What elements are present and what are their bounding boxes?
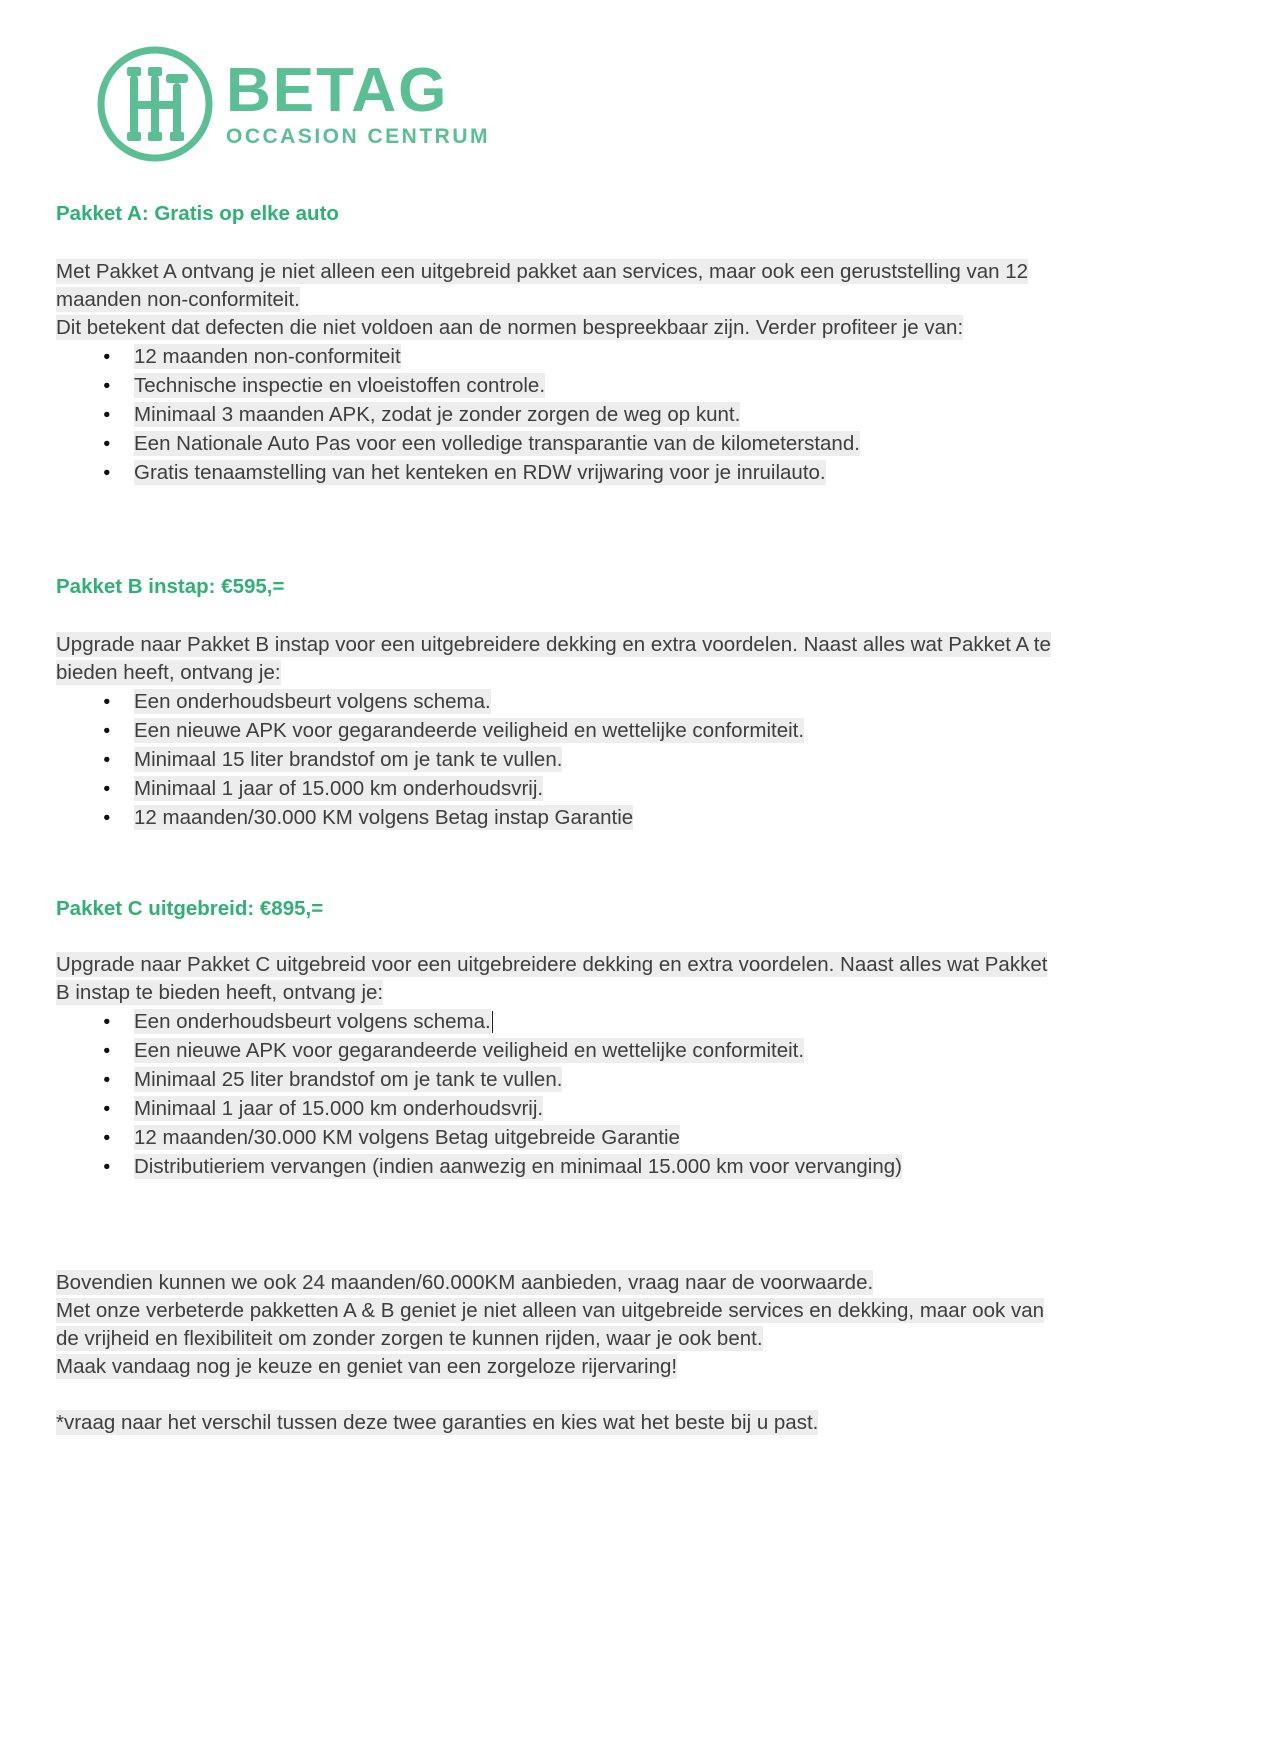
bullet-icon: ● [103,1014,111,1028]
bullet-text: Een Nationale Auto Pas voor een volledige transparantie van de kilometerstand. [134,432,860,455]
bullet-text: Minimaal 3 maanden APK, zodat je zonder zorgen de weg op kunt. [134,403,741,426]
bullet-text: Minimaal 15 liter brandstof om je tank te vullen. [134,748,563,771]
paragraph-text: Maak vandaag nog je keuze en geniet van een zorgeloze rijervaring! [56,1355,678,1378]
list-item [100,1007,1110,1036]
list-item [100,371,1110,400]
section-pakket-b [56,575,1110,832]
bullet-icon: ● [103,1159,111,1173]
paragraph-text: Met Pakket A ontvang je niet alleen een uitgebreid pakket aan services, maar ook een geruststelling van 12 maanden non-conformiteit. [56,260,1029,311]
list-item [100,1036,1110,1065]
bullet-text: Een nieuwe APK voor gegarandeerde veiligheid en wettelijke conformiteit. [134,1039,805,1062]
pakket-b-paragraph [56,631,1056,687]
list-item [100,342,1110,371]
bullet-text: Distributieriem vervangen (indien aanwezig en minimaal 15.000 km voor vervanging) [134,1155,902,1178]
section-pakket-c [56,897,1110,1181]
list-item [100,400,1110,429]
paragraph-text: Bovendien kunnen we ook 24 maanden/60.000KM aanbieden, vraag naar de voorwaarde. [56,1271,874,1294]
list-item [100,1123,1110,1152]
pakket-a-heading: Pakket A: Gratis op elke auto [56,202,339,225]
bullet-icon: ● [103,694,111,708]
bullet-text: Minimaal 1 jaar of 15.000 km onderhoudsvrij. [134,777,544,800]
list-item [100,1152,1110,1181]
bullet-icon: ● [103,1101,111,1115]
bullet-icon: ● [103,1043,111,1057]
pakket-a-paragraph [56,258,1056,314]
bullet-icon: ● [103,723,111,737]
bullet-text: 12 maanden non-conformiteit [134,345,401,368]
bullet-text: Een onderhoudsbeurt volgens schema. [134,1010,491,1033]
bullet-icon: ● [103,752,111,766]
list-item [100,716,1110,745]
list-item [100,1065,1110,1094]
bullet-text: Technische inspectie en vloeistoffen controle. [134,374,546,397]
bullet-text: 12 maanden/30.000 KM volgens Betag instap Garantie [134,806,634,829]
logo-tagline: OCCASION CENTRUM [226,124,490,148]
list-item [100,1094,1110,1123]
bullet-text: Een nieuwe APK voor gegarandeerde veiligheid en wettelijke conformiteit. [134,719,805,742]
list-item [100,687,1110,716]
closing-text [56,1269,1110,1437]
bullet-icon: ● [103,436,111,450]
bullet-text: Minimaal 1 jaar of 15.000 km onderhoudsvrij. [134,1097,544,1120]
bullet-text: 12 maanden/30.000 KM volgens Betag uitgebreide Garantie [134,1126,680,1149]
paragraph-text: Upgrade naar Pakket C uitgebreid voor een uitgebreidere dekking en extra voordelen. Naast alles wat Pakket B instap te bieden heeft, ontvang je: [56,953,1048,1004]
bullet-icon: ● [103,465,111,479]
pakket-b-heading: Pakket B instap: €595,= [56,575,285,598]
paragraph-text: Upgrade naar Pakket B instap voor een uitgebreidere dekking en extra voordelen. Naast alles wat Pakket A te bieden heeft, ontvang je: [56,633,1051,684]
bullet-icon: ● [103,781,111,795]
bullet-icon: ● [103,1072,111,1086]
pakket-a-bullet-list [56,342,1110,487]
bullet-icon: ● [103,810,111,824]
gear-shift-icon [94,43,216,165]
bullet-icon: ● [103,1130,111,1144]
bullet-text: Een onderhoudsbeurt volgens schema. [134,690,491,713]
pakket-a-paragraph [56,314,1056,342]
logo-brand: BETAG [226,55,449,125]
list-item [100,774,1110,803]
bullet-text: Gratis tenaamstelling van het kenteken en RDW vrijwaring voor je inruilauto. [134,461,826,484]
betag-logo [94,42,1110,166]
closing-paragraph [56,1353,1056,1381]
list-item [100,429,1110,458]
bullet-text: Minimaal 25 liter brandstof om je tank te vullen. [134,1068,563,1091]
paragraph-text: Met onze verbeterde pakketten A & B geniet je niet alleen van uitgebreide services en dekking, maar ook van de vrijheid en flexibiliteit om zonder zorgen te kunnen rijden, waar je ook bent. [56,1299,1045,1350]
logo-text [226,55,490,149]
pakket-c-bullet-list [56,1007,1110,1181]
bullet-icon: ● [103,378,111,392]
list-item [100,458,1110,487]
paragraph-text: Dit betekent dat defecten die niet voldoen aan de normen bespreekbaar zijn. Verder profiteer je van: [56,316,964,339]
closing-paragraph [56,1297,1056,1353]
text-cursor [492,1011,494,1033]
section-pakket-a [56,202,1110,487]
guarantee-note [56,1409,1056,1437]
paragraph-text: *vraag naar het verschil tussen deze twee garanties en kies wat het beste bij u past. [56,1411,819,1434]
list-item [100,803,1110,832]
bullet-icon: ● [103,349,111,363]
list-item [100,745,1110,774]
pakket-c-heading: Pakket C uitgebreid: €895,= [56,897,324,920]
pakket-b-bullet-list [56,687,1110,832]
closing-paragraph [56,1269,1056,1297]
bullet-icon: ● [103,407,111,421]
pakket-c-paragraph [56,951,1056,1007]
